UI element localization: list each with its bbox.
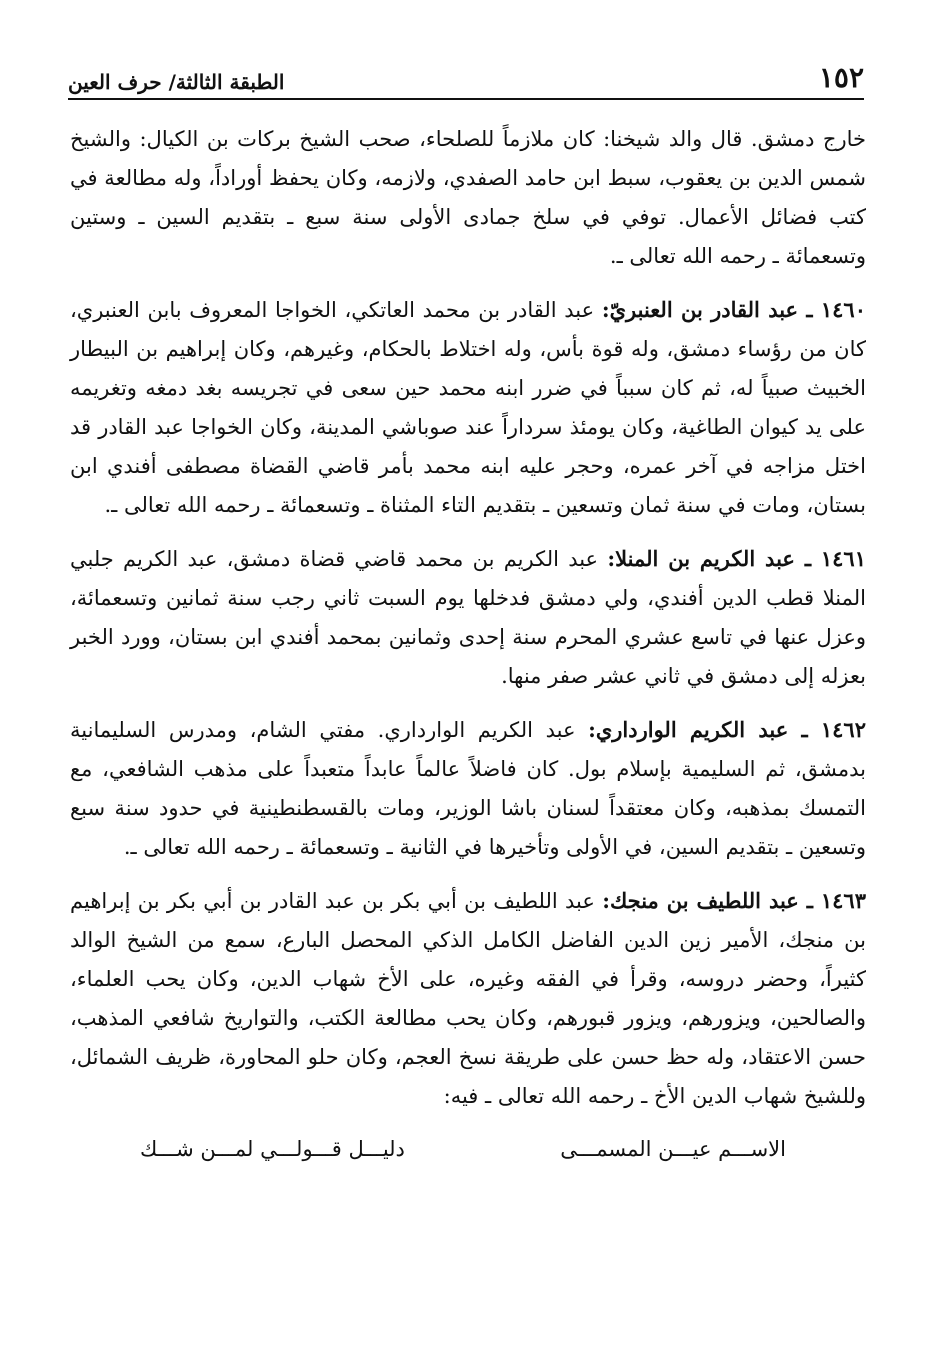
entry-1462 (70, 710, 866, 867)
entry-1463 (70, 881, 866, 1116)
entry-text: عبد القادر بن محمد العاتكي، الخواجا المعروف بابن العنبري، كان من رؤساء دمشق، وله قوة بأس، وله اختلاط بالحكام، وغيرهم، وكان إبراهيم بن البيطار الخبيث صبياً له، ثم كان سبباً في ضرر ابنه محمد حين سعى في تجريسه بغد دمغه وتغريمه على يد كيوان الطاغية، وكان يومئذ سرداراً عند صوباشي المدينة، وكان الخواجا عبد القادر قد اختل مزاجه في آخر عمره، وحجر عليه ابنه محمد بأمر قاضي القضاة مصطفى أفندي ابن بستان، ومات في سنة ثمان وتسعين ـ بتقديم التاء المثناة ـ وتسعمائة ـ رحمه الله تعالى ـ. (70, 298, 866, 517)
page-header (68, 54, 864, 100)
poem-verse (140, 1130, 786, 1169)
entry-text: عبد الكريم بن محمد قاضي قضاة دمشق، عبد الكريم جلبي المنلا قطب الدين أفندي، ولي دمشق فدخلها يوم السبت ثاني رجب سنة ثمانين وتسعمائة، وعزل عنها في تاسع عشري المحرم سنة إحدى وثمانين بمحمد أفندي ابن بستان، وورد الخبر بعزله إلى دمشق في ثاني عشر صفر منها. (70, 547, 866, 688)
page-body (70, 120, 866, 1169)
entry-text: عبد اللطيف بن أبي بكر بن عبد القادر بن أبي بكر بن إبراهيم بن منجك، الأمير زين الدين الفاضل الكامل الذكي المحصل البارع، سمع من الشيخ الوالد كثيراً، وحضر دروسه، وقرأ في الفقه وغيره، على الأخ شهاب الدين، وكان يحب العلماء، والصالحين، ويزورهم، ويزور قبورهم، وكان يحب مطالعة الكتب، والتواريخ شافعي المذهب، حسن الاعتقاد، وله حظ حسن على طريقة نسخ العجم، وكان حلو المحاورة، ظريف الشمائل، وللشيخ شهاب الدين الأخ ـ رحمه الله تعالى ـ فيه: (70, 889, 866, 1108)
entry-heading: ١٤٦١ ـ عبد الكريم بن المنلا: (607, 546, 866, 571)
entry-heading: ١٤٦٢ ـ عبد الكريم الوارداري: (588, 717, 866, 742)
paragraph-text: خارج دمشق. قال والد شيخنا: كان ملازماً للصلحاء، صحب الشيخ بركات بن الكيال: والشيخ شمس الدين بن يعقوب، سبط ابن حامد الصفدي، ولازمه، وكان يحفظ أوراداً، وله مطالعة في كتب فضائل الأعمال. توفي في سلخ جمادى الأولى سنة سبع ـ بتقديم السين ـ وستين وتسعمائة ـ رحمه الله تعالى ـ. (70, 127, 866, 268)
verse-first-hemistich: الاســـم عيـــن المسمـــى (560, 1137, 786, 1161)
entry-heading: ١٤٦٣ ـ عبد اللطيف بن منجك: (602, 888, 866, 913)
entry-text: عبد الكريم الوارداري. مفتي الشام، ومدرس السليمانية بدمشق، ثم السليمية بإسلام بول. كان فاضلاً عالماً عابداً متعبداً على مذهب الشافعي، مع التمسك بمذهبه، وكان معتقداً لسنان باشا الوزير، ومات بالقسطنطينية في حدود سنة سبع وتسعين ـ بتقديم السين، في الأولى وتأخيرها في الثانية ـ وتسعمائة ـ رحمه الله تعالى ـ. (70, 718, 866, 859)
verse-second-hemistich: دليـــل قـــولـــي لمـــن شـــك (140, 1137, 405, 1161)
paragraph (70, 120, 866, 276)
page-number: ١٥٢ (818, 61, 864, 94)
entry-1460 (70, 290, 866, 525)
running-head: الطبقة الثالثة/ حرف العين (68, 70, 285, 94)
entry-heading: ١٤٦٠ ـ عبد القادر بن العنبريّ: (601, 297, 866, 322)
entry-1461 (70, 539, 866, 696)
